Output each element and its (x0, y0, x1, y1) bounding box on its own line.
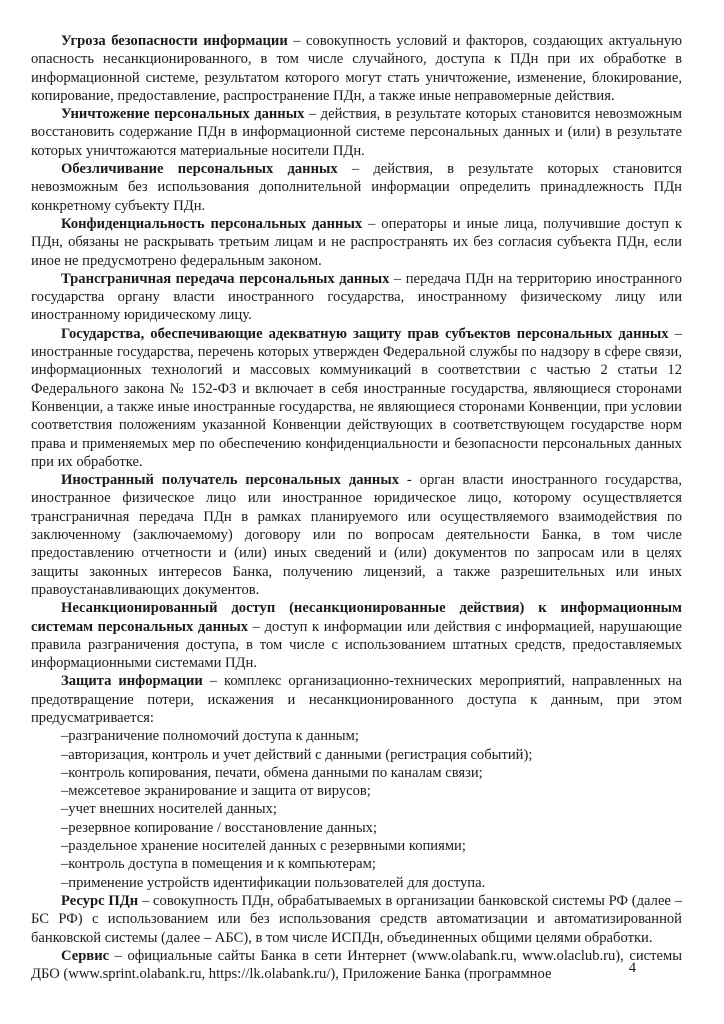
definition-text: действия, в результате которых становится невозможным без использования дополнительной информации определить принадлежность ПДн конкретному субъекту ПДн. (31, 161, 682, 214)
definition-text: комплекс организационно-технических мероприятий, направленных на предотвращение потери, искажения и несанкционированного доступа к данным, при этом предусматривается: (31, 673, 683, 726)
term: Трансграничная передача персональных данных (61, 270, 390, 287)
list-item (31, 727, 682, 745)
para-foreign-recipient (31, 471, 682, 599)
list-item-text: раздельное хранение носителей данных с резервными копиями; (68, 838, 466, 855)
definition-text: действия, в результате которых становится невозможным восстановить содержание ПДн в информационной системе персональных данных и (или) в результате которых уничтожаются материальные носители ПДн. (31, 106, 683, 159)
term-separator: – (248, 618, 265, 635)
list-item-text: резервное копирование / восстановление данных; (68, 819, 378, 836)
list-dash: – (61, 856, 69, 873)
para-destruction-of-personal-data (31, 105, 682, 160)
para-threat-to-information-security (31, 32, 682, 105)
term: Обезличивание персональных данных (61, 161, 338, 178)
list-dash: – (61, 783, 69, 800)
term: Ресурс ПДн (61, 892, 139, 909)
list-item (31, 746, 682, 764)
definition-text: официальные сайты Банка в сети Интернет (www.olabank.ru, www.olaclub.ru), системы ДБО (www.sprint.olabank.ru, https://lk.olabank.ru/), Приложение Банка (программное (31, 947, 682, 983)
page-number: 4 (628, 960, 636, 976)
para-cross-border-transfer (31, 270, 682, 325)
list-dash: – (61, 728, 69, 745)
list-item (31, 782, 682, 800)
para-depersonalization-of-personal-data (31, 160, 682, 215)
term-separator: – (362, 215, 382, 232)
list-item-text: учет внешних носителей данных; (68, 801, 277, 818)
term-separator: – (109, 947, 128, 964)
definition-text: орган власти иностранного государства, иностранное физическое лицо или иностранное юридическое лицо, которому осуществляется трансграничная передача ПДн в рамках планируемого или осуществляемого взаимодействия по заключенному (заключаемому) договору или по вопросам деятельности Банка, в том числе предоставлению отчетности и (или) иных сведений и (или) документов по запросам или в целях защиты законных интересов Банка, получению лицензий, а также разрешительных или иных правоустанавливающих документов. (31, 472, 682, 598)
term: Конфиденциальность персональных данных (61, 215, 363, 232)
term-separator: - (399, 472, 420, 489)
list-item (31, 819, 682, 837)
list-item-text: применение устройств идентификации пользователей для доступа. (68, 874, 486, 891)
definition-text: доступ к информации или действия с информацией, нарушающие правила разграничения доступа, в том числе с использованием штатных средств, предоставляемых информационными системами ПДн. (31, 618, 683, 672)
list-item (31, 837, 682, 855)
list-item-text: авторизация, контроль и учет действий с данными (регистрация событий); (68, 746, 533, 763)
para-information-protection (31, 672, 682, 727)
list-dash: – (61, 819, 69, 836)
list-dash: – (61, 764, 69, 781)
definition-text: операторы и иные лица, получившие доступ к ПДн, обязаны не раскрывать третьим лицам и не распространять их без согласия субъекта ПДн, если иное не предусмотрено федеральным законом. (31, 215, 683, 269)
protection-measures-list (31, 727, 682, 892)
list-item (31, 855, 682, 873)
list-item-text: контроль копирования, печати, обмена данными по каналам связи; (68, 764, 483, 781)
para-pdn-resource (31, 892, 682, 947)
list-dash: – (61, 801, 69, 818)
term-separator: – (202, 673, 225, 690)
term: Несанкционированный доступ (несанкционированные действия) к информационным системам персональных данных (31, 600, 682, 635)
list-item-text: контроль доступа в помещения и к компьютерам; (68, 856, 376, 873)
document-body (31, 32, 682, 983)
term-separator: – (304, 106, 321, 123)
list-dash: – (61, 838, 69, 855)
term-separator: – (668, 325, 682, 342)
term-separator: – (337, 161, 374, 178)
term: Иностранный получатель персональных данных (61, 472, 400, 489)
definition-text: передача ПДн на территорию иностранного государства органу власти иностранного государства, иностранному физическому лицу или иностранному юридическому лицу. (31, 270, 682, 324)
para-states-with-adequate-protection (31, 325, 682, 471)
definition-text: совокупность ПДн, обрабатываемых в организации банковской системы РФ (далее – БС РФ) с использованием или без использования средств автоматизации и автоматизированной банковской системы (далее – АБС), в том числе ИСПДн, объединенных общими целями обработки. (31, 892, 682, 946)
list-item (31, 764, 682, 782)
term: Угроза безопасности информации (61, 33, 288, 49)
term-separator: – (389, 270, 406, 287)
term: Государства, обеспечивающие адекватную защиту прав субъектов персональных данных (61, 325, 669, 342)
list-dash: – (61, 874, 69, 891)
list-item (31, 874, 682, 892)
para-unauthorized-access (31, 599, 682, 672)
term: Сервис (61, 947, 110, 964)
term: Защита информации (61, 673, 203, 690)
list-item (31, 800, 682, 818)
term-separator: – (138, 892, 154, 909)
term-separator: – (287, 33, 307, 49)
term: Уничтожение персональных данных (61, 106, 305, 123)
list-dash: – (61, 746, 69, 763)
para-confidentiality-of-personal-data (31, 215, 682, 270)
list-item-text: разграничение полномочий доступа к данным; (68, 728, 359, 745)
definition-text: совокупность условий и факторов, создающих актуальную опасность несанкционированного, в том числе случайного, доступа к ПДн при их обработке в информационной системе, результатом которого могут стать уничтожение, изменение, блокирование, копирование, предоставление, распространение ПДн, а также иные неправомерные действия. (31, 33, 683, 104)
definition-text: иностранные государства, перечень которых утвержден Федеральной службы по надзору в сфере связи, информационных технологий и массовых коммуникаций в соответствии с частью 2 статьи 12 Федерального закона № 152-ФЗ и включает в себя иностранные государства, являющиеся сторонами Конвенции, а также иные иностранные государства, не являющиеся сторонами Конвенции, при условии соответствия положениям указанной Конвенции действующих в соответствующем государстве норм права и применяемых мер по обеспечению конфиденциальности и безопасности персональных данных при их обработке. (31, 344, 682, 470)
list-item-text: межсетевое экранирование и защита от вирусов; (68, 783, 371, 800)
